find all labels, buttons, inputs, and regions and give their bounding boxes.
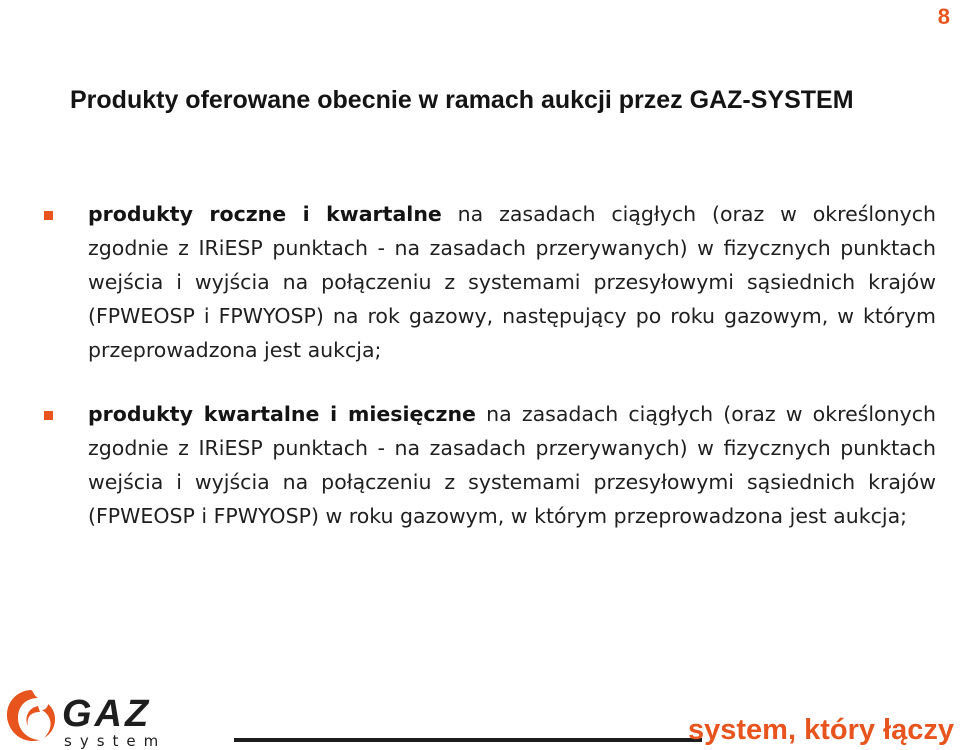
bullet-item xyxy=(44,197,936,367)
bullet-text: na zasadach ciągłych (oraz w określonych zgodnie z IRiESP punktach - na zasadach przerywanych) w fizycznych punktach wejścia i wyjścia na połączeniu z systemami przesyłowymi sąsiednich krajów (FPWEOSP i FPWYOSP) w roku gazowym, w którym przeprowadzona jest aukcja; xyxy=(88,402,936,528)
logo-wordmark: GAZ xyxy=(62,693,152,735)
square-bullet-icon xyxy=(44,411,53,420)
square-bullet-icon xyxy=(44,211,53,220)
slide-title: Produkty oferowane obecnie w ramach aukcji przez GAZ-SYSTEM xyxy=(70,86,854,114)
bullet-item xyxy=(44,397,936,533)
footer-divider xyxy=(234,738,702,742)
flame-swirl-icon xyxy=(7,690,55,741)
bullet-bold-lead: produkty roczne i kwartalne xyxy=(88,202,442,226)
bullet-list xyxy=(44,197,936,533)
bullet-text: na zasadach ciągłych (oraz w określonych zgodnie z IRiESP punktach - na zasadach przerywanych) w fizycznych punktach wejścia i wyjścia na połączeniu z systemami przesyłowymi sąsiednich krajów (FPWEOSP i FPWYOSP) na rok gazowy, następujący po roku gazowym, w którym przeprowadzona jest aukcja; xyxy=(88,202,937,362)
page-number: 8 xyxy=(937,4,950,29)
logo-subtext: system xyxy=(64,732,167,750)
gaz-system-logo xyxy=(2,684,232,750)
footer-slogan: system, który łączy xyxy=(688,714,954,746)
bullet-bold-lead: produkty kwartalne i miesięczne xyxy=(88,402,476,426)
